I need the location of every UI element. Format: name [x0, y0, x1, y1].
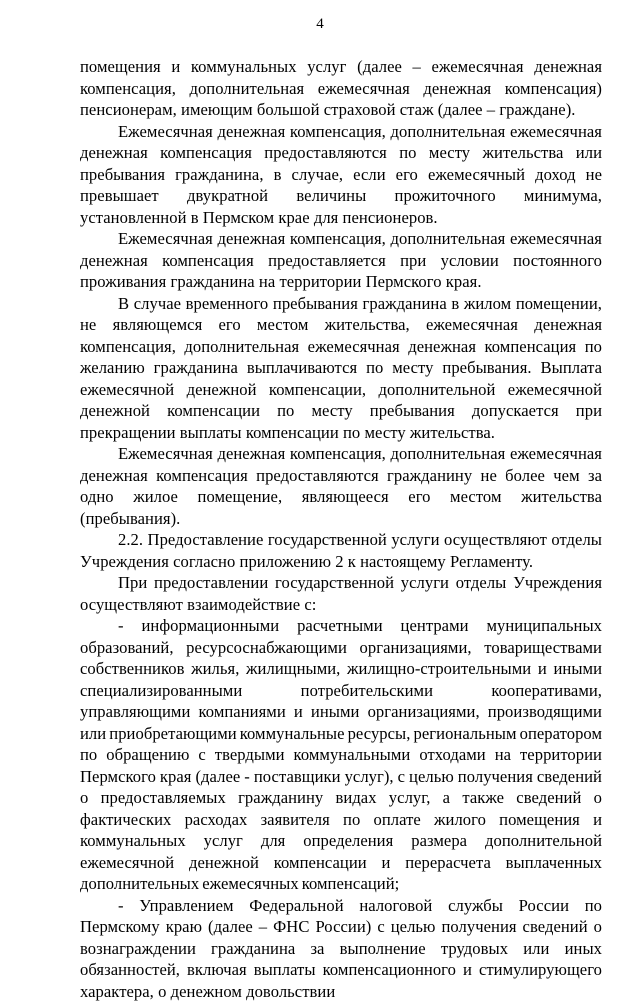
paragraph: Ежемесячная денежная компенсация, дополнительная ежемесячная денежная компенсация предоставляется при условии постоянного проживания гражданина на территории Пермского края.	[80, 228, 602, 293]
list-item: - информационными расчетными центрами муниципальных образований, ресурсоснабжающими организациями, товариществами собственников жилья, жилищными, жилищно-строительными и иными специализированными потребительскими кооперативами, управляющими компаниями и иными организациями, производящими или приобретающими коммунальные ресурсы, региональным оператором по обращению с твердыми коммунальными отходами на территории Пермского края (далее - поставщики услуг), с целью получения сведений о предоставляемых гражданину видах услуг, а также сведений о фактических расходах заявителя по оплате жилого помещения и коммунальных услуг для определения размера дополнительной ежемесячной денежной компенсации и перерасчета выплаченных дополнительных ежемесячных компенсаций;	[80, 615, 602, 895]
paragraph: 2.2. Предоставление государственной услуги осуществляют отделы Учреждения согласно приложению 2 к настоящему Регламенту.	[80, 529, 602, 572]
page-number: 4	[0, 14, 640, 34]
paragraph: Ежемесячная денежная компенсация, дополнительная ежемесячная денежная компенсация предоставляются по месту жительства или пребывания гражданина, в случае, если его ежемесячный доход не превышает двукратной величины прожиточного минимума, установленной в Пермском крае для пенсионеров.	[80, 121, 602, 229]
paragraph: Ежемесячная денежная компенсация, дополнительная ежемесячная денежная компенсация предоставляются гражданину не более чем за одно жилое помещение, являющееся его местом жительства (пребывания).	[80, 443, 602, 529]
paragraph: помещения и коммунальных услуг (далее – ежемесячная денежная компенсация, дополнительная ежемесячная денежная компенсация) пенсионерам, имеющим большой страховой стаж (далее – граждане).	[80, 56, 602, 121]
paragraph: В случае временного пребывания гражданина в жилом помещении, не являющемся его местом жительства, ежемесячная денежная компенсация, дополнительная ежемесячная денежная компенсация по желанию гражданина выплачиваются по месту пребывания. Выплата ежемесячной денежной компенсации, дополнительной ежемесячной денежной компенсации по месту пребывания допускается при прекращении выплаты компенсации по месту жительства.	[80, 293, 602, 444]
paragraph: При предоставлении государственной услуги отделы Учреждения осуществляют взаимодействие с:	[80, 572, 602, 615]
document-body	[80, 56, 602, 1002]
list-item: - Управлением Федеральной налоговой службы России по Пермскому краю (далее – ФНС России) с целью получения сведений о вознаграждении гражданина за выполнение трудовых или иных обязанностей, включая выплаты компенсационного и стимулирующего характера, о денежном довольствии	[80, 895, 602, 1002]
